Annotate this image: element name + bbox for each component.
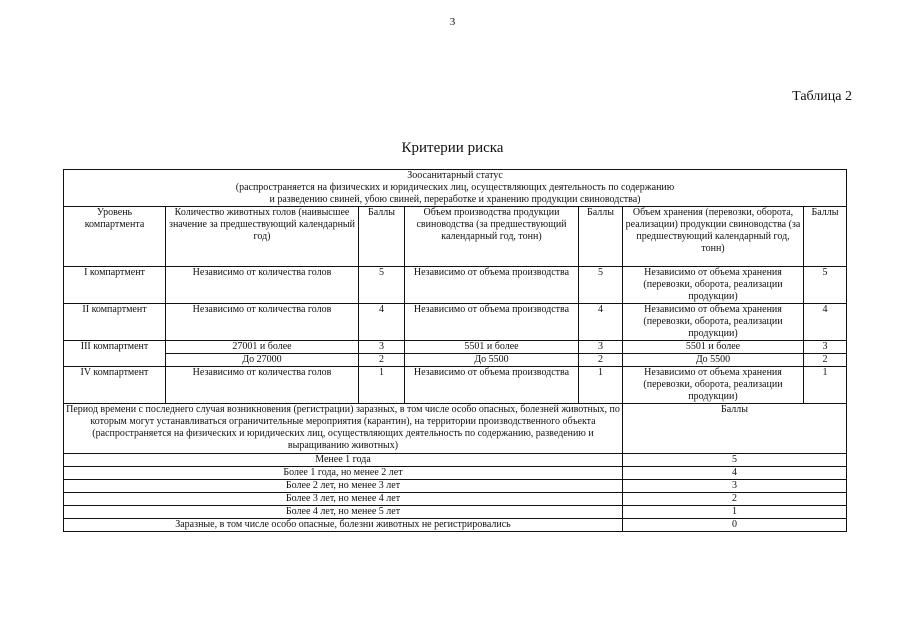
period-label: Более 1 года, но менее 2 лет [64,467,623,480]
period-description: Период времени с последнего случая возникновения (регистрации) заразных, в том числе особо опасных, болезней животных, по которым могут устанавливаться ограничительные мероприятия (карантин), на территории производственного объекта (распространяется на физических и юридических лиц, осуществляющих деятельность по содержанию, разведению и выращиванию животных) [64,404,623,454]
row-score-storage: 2 [804,354,847,367]
risk-criteria-table [63,169,847,532]
row-score-production: 5 [579,267,623,304]
column-score-1: Баллы [359,207,405,267]
row-score-storage: 1 [804,367,847,404]
row-score-storage: 3 [804,341,847,354]
column-heads: Количество животных голов (наивысшее значение за предшествующий календарный год) [166,207,359,267]
period-score: 3 [623,480,847,493]
row-production: 5501 и более [405,341,579,354]
header-line-3: и разведению свиней, убою свиней, переработке и хранению продукции свиноводства) [269,194,641,205]
table-label: Таблица 2 [792,89,852,104]
row-heads: До 27000 [166,354,359,367]
period-score: 1 [623,506,847,519]
row-storage: Независимо от объема хранения (перевозки, оборота, реализации продукции) [623,367,804,404]
table-header-row [64,170,847,207]
row-production: До 5500 [405,354,579,367]
header-line-1: Зоосанитарный статус [407,170,503,181]
row-score-heads: 1 [359,367,405,404]
list-item [64,519,847,532]
document-title: Критерии риска [401,140,504,156]
row-heads: Независимо от количества голов [166,304,359,341]
period-label: Заразные, в том числе особо опасные, болезни животных не регистрировались [64,519,623,532]
row-storage: До 5500 [623,354,804,367]
row-score-production: 4 [579,304,623,341]
period-label: Более 3 лет, но менее 4 лет [64,493,623,506]
table-row [64,354,847,367]
column-score-2: Баллы [579,207,623,267]
row-level: IV компартмент [64,367,166,404]
period-label: Менее 1 года [64,454,623,467]
row-production: Независимо от объема производства [405,267,579,304]
row-production: Независимо от объема производства [405,367,579,404]
list-item [64,506,847,519]
list-item [64,467,847,480]
row-score-heads: 3 [359,341,405,354]
row-score-heads: 5 [359,267,405,304]
row-score-storage: 5 [804,267,847,304]
row-score-production: 3 [579,341,623,354]
period-header-row [64,404,847,454]
page-number: 3 [449,16,456,28]
table-row [64,267,847,304]
column-production: Объем производства продукции свиноводства (за предшествующий календарный год, тонн) [405,207,579,267]
list-item [64,454,847,467]
column-score-3: Баллы [804,207,847,267]
row-heads: Независимо от количества голов [166,267,359,304]
row-score-storage: 4 [804,304,847,341]
period-score: 4 [623,467,847,480]
row-level: III компартмент [64,341,166,367]
column-header-row [64,207,847,267]
row-storage: 5501 и более [623,341,804,354]
header-line-2: (распространяется на физических и юридических лиц, осуществляющих деятельность по содержанию [235,182,675,193]
list-item [64,493,847,506]
period-score: 5 [623,454,847,467]
row-storage: Независимо от объема хранения (перевозки, оборота, реализации продукции) [623,267,804,304]
row-score-heads: 4 [359,304,405,341]
row-score-heads: 2 [359,354,405,367]
period-score: 2 [623,493,847,506]
table-row [64,341,847,354]
zoosanitary-status-header [64,170,847,207]
period-label: Более 2 лет, но менее 3 лет [64,480,623,493]
list-item [64,480,847,493]
row-heads: 27001 и более [166,341,359,354]
table-row [64,304,847,341]
row-level: II компартмент [64,304,166,341]
table-row [64,367,847,404]
row-storage: Независимо от объема хранения (перевозки, оборота, реализации продукции) [623,304,804,341]
period-score: 0 [623,519,847,532]
column-level: Уровень компартмента [64,207,166,267]
row-production: Независимо от объема производства [405,304,579,341]
row-level: I компартмент [64,267,166,304]
row-score-production: 1 [579,367,623,404]
period-label: Более 4 лет, но менее 5 лет [64,506,623,519]
column-storage: Объем хранения (перевозки, оборота, реализации) продукции свиноводства (за предшествующий календарный год, тонн) [623,207,804,267]
period-score-header: Баллы [623,404,847,454]
row-heads: Независимо от количества голов [166,367,359,404]
row-score-production: 2 [579,354,623,367]
